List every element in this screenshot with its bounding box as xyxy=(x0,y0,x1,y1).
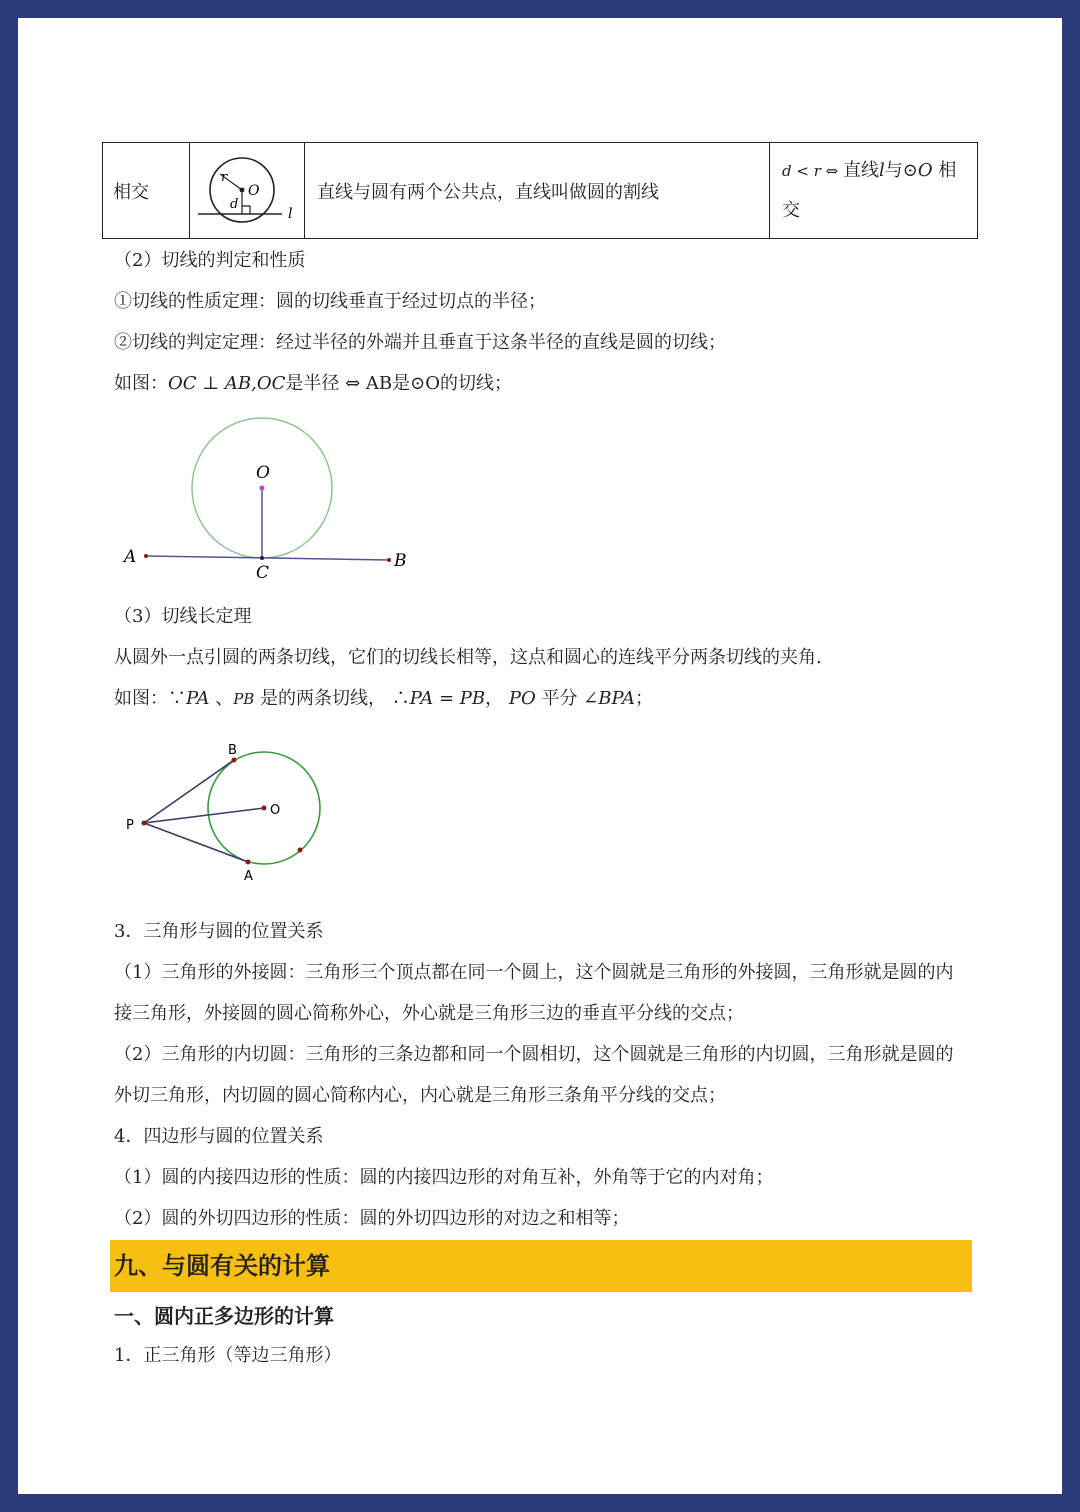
relation-description: 直线与圆有两个公共点，直线叫做圆的割线 xyxy=(317,181,659,203)
relation-label-cell xyxy=(103,143,190,239)
circumcircle-line1: （1）三角形的外接圆：三角形三个顶点都在同一个圆上，这个圆就是三角形的外接圆，三角形就是圆的内 xyxy=(114,962,954,983)
quad-circle-heading: 4．四边形与圆的位置关系 xyxy=(114,1126,324,1147)
document-page xyxy=(18,18,1062,1494)
figure-label-a: A xyxy=(244,869,253,884)
triangle-circle-heading: 3．三角形与圆的位置关系 xyxy=(114,921,324,942)
figure-label-a: A xyxy=(124,547,137,567)
diagram-label-r: r xyxy=(221,169,228,185)
tangent-length-figure xyxy=(118,740,348,890)
circumscribed-quad-property: （2）圆的外切四边形的性质：圆的外切四边形的对边之和相等； xyxy=(114,1208,630,1229)
relation-diagram-cell xyxy=(190,143,305,239)
relation-description-cell xyxy=(305,143,770,239)
intersect-diagram xyxy=(190,144,304,238)
position-relation-table xyxy=(102,142,978,239)
tangent-length-statement: 从圆外一点引圆的两条切线，它们的切线长相等，这点和圆心的连线平分两条切线的夹角. xyxy=(114,647,822,668)
incircle-line1: （2）三角形的内切圆：三角形的三条边都和同一个圆相切，这个圆就是三角形的内切圆，三角形就是圆的 xyxy=(114,1044,954,1065)
incircle-line2: 外切三角形，内切圆的圆心简称内心，内心就是三角形三条角平分线的交点； xyxy=(114,1085,726,1106)
inscribed-quad-property: （1）圆的内接四边形的性质：圆的内接四边形的对角互补，外角等于它的内对角； xyxy=(114,1167,774,1188)
diagram-label-l: l xyxy=(288,205,293,222)
relation-condition-cell xyxy=(770,143,978,239)
figure-label-c: C xyxy=(256,563,270,583)
figure-label-b: B xyxy=(228,743,237,758)
figure-label-o: O xyxy=(270,803,281,818)
diagram-label-d: d xyxy=(230,196,239,212)
tangent-example: 如图：OC ⊥ AB,OC是半径 ⇔ AB是⊙O的切线； xyxy=(114,373,512,394)
tangent-figure xyxy=(114,410,424,590)
tangent-property-theorem: ①切线的性质定理：圆的切线垂直于经过切点的半径； xyxy=(114,291,546,312)
figure-label-o: O xyxy=(256,463,270,483)
diagram-label-o: O xyxy=(248,182,260,199)
section-subheading: 一、圆内正多边形的计算 xyxy=(114,1304,334,1328)
section-title-bar xyxy=(110,1240,972,1292)
relation-label: 相交 xyxy=(113,181,149,203)
figure-label-b: B xyxy=(394,551,407,571)
tangent-judge-theorem: ②切线的判定定理：经过半径的外端并且垂直于这条半径的直线是圆的切线； xyxy=(114,332,726,353)
relation-condition: d < r ⇔ 直线l与⊙O 相 交 xyxy=(782,159,957,221)
tangent-judge-heading: （2）切线的判定和性质 xyxy=(114,250,306,271)
tangent-length-heading: （3）切线长定理 xyxy=(114,606,252,627)
tangent-length-example: 如图：∵PA 、PB 是的两条切线， ∴PA = PB， PO 平分 ∠BPA； xyxy=(114,688,653,709)
figure-label-p: P xyxy=(126,818,134,833)
section-title: 九、与圆有关的计算 xyxy=(114,1252,330,1280)
circumcircle-line2: 接三角形，外接圆的圆心简称外心，外心就是三角形三边的垂直平分线的交点； xyxy=(114,1003,744,1024)
table-row xyxy=(103,143,978,239)
section-item-1: 1．正三角形（等边三角形） xyxy=(114,1345,342,1366)
